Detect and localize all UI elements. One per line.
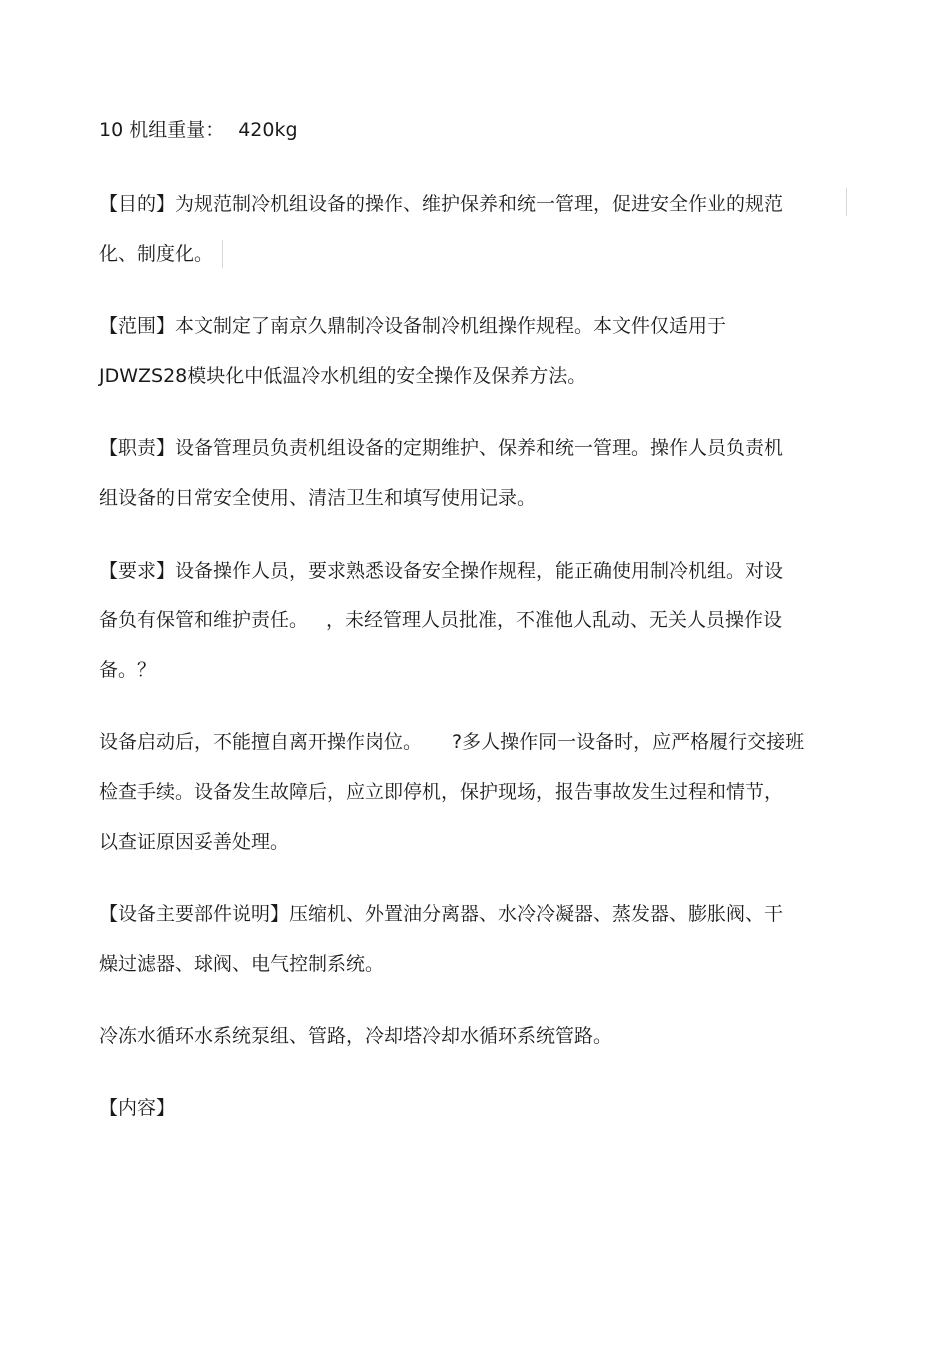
- content-heading: 【内容】: [99, 1097, 176, 1119]
- operation-line-2: 检查手续。设备发生故障后，应立即停机，保护现场，报告事故发生过程和情节，: [99, 781, 784, 803]
- components-line-1: 【设备主要部件说明】压缩机、外置油分离器、水冷冷凝器、蒸发器、膨胀阀、干: [99, 903, 784, 925]
- operation-line-1: [99, 730, 804, 754]
- scope-line-1: 【范围】本文制定了南京久鼎制冷设备制冷机组操作规程。本文件仅适用于: [99, 315, 727, 337]
- unit-weight-line: [99, 118, 298, 142]
- duty-line-2: 组设备的日常安全使用、清洁卫生和填写使用记录。: [99, 487, 537, 509]
- requirement-line-3: 备。？: [99, 659, 157, 681]
- requirement-line-1: 【要求】设备操作人员，要求熟悉设备安全操作规程，能正确使用制冷机组。对设: [99, 560, 784, 582]
- requirement-line-2: [99, 608, 782, 632]
- components-line-2: 燥过滤器、球阀、电气控制系统。: [99, 953, 385, 975]
- operation-line-3: 以查证原因妥善处理。: [99, 831, 290, 853]
- requirement-line-2-b: ，未经管理人员批准，不准他人乱动、无关人员操作设: [326, 609, 783, 631]
- scope-line-2: [99, 364, 586, 388]
- duty-line-1: 【职责】设备管理员负责机组设备的定期维护、保养和统一管理。操作人员负责机: [99, 437, 784, 459]
- scope-line-2-rest: 模块化中低温冷水机组的安全操作及保养方法。: [187, 365, 587, 387]
- requirement-line-2-a: 备负有保管和维护责任。: [99, 609, 309, 631]
- unit-weight-label: 10 机组重量：: [99, 119, 225, 141]
- unit-weight-value: 420kg: [238, 119, 298, 141]
- purpose-line-1: 【目的】为规范制冷机组设备的操作、维护保养和统一管理，促进安全作业的规范: [99, 193, 784, 215]
- margin-rule-inline: [222, 240, 223, 268]
- operation-line-1-b: ?多人操作同一设备时，应严格履行交接班: [452, 731, 805, 753]
- water-system-line: 冷冻水循环水系统泵组、管路，冷却塔冷却水循环系统管路。: [99, 1025, 613, 1047]
- operation-line-1-a: 设备启动后，不能擅自离开操作岗位。: [99, 731, 423, 753]
- model-code: JDWZS28: [99, 365, 188, 387]
- margin-rule-right: [846, 188, 847, 216]
- purpose-line-2: 化、制度化。: [99, 243, 214, 265]
